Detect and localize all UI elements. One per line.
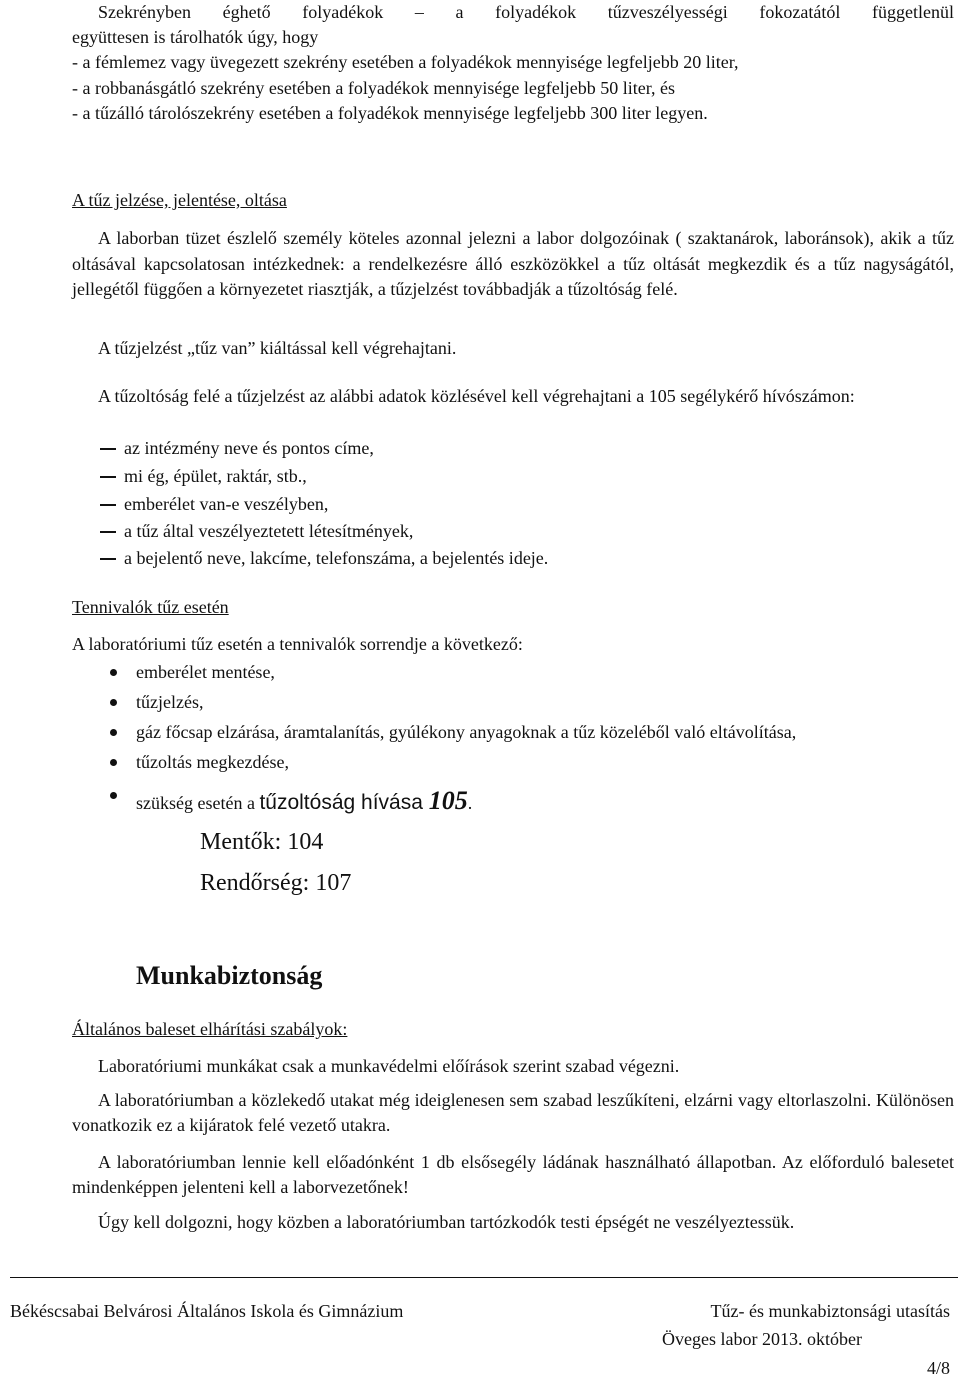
safety-title: Munkabiztonság: [136, 961, 323, 990]
todo-item: emberélet mentése,: [136, 660, 275, 685]
fire-data-item: az intézmény neve és pontos címe,: [124, 436, 374, 461]
footer-divider: [10, 1277, 958, 1278]
fire-data-item: emberélet van-e veszélyben,: [124, 492, 328, 517]
todo-heading: Tennivalók tűz esetén: [72, 597, 229, 617]
storage-paragraph: [72, 0, 954, 126]
call-text-d: .: [467, 793, 473, 813]
footer-document-title: Tűz- és munkabiztonsági utasítás: [710, 1301, 950, 1321]
footer-school: Békéscsabai Belvárosi Általános Iskola és Gimnázium: [10, 1301, 404, 1321]
fire-data-item: mi ég, épület, raktár, stb.,: [124, 464, 307, 489]
call-text-b: tűzoltóság hívása: [259, 791, 429, 814]
storage-line-3: - a fémlemez vagy üvegezett szekrény esetében a folyadékok mennyisége legfeljebb 20 liter,: [72, 52, 739, 73]
todo-item: tűzoltás megkezdése,: [136, 750, 289, 775]
call-text-a: szükség esetén a: [136, 793, 260, 813]
fire-paragraph-1: A laborban tüzet észlelő személy köteles azonnal jelezni a labor dolgozóinak ( szaktanárok, laboránsok), akik a tűz oltásával kapcsolatosan intézkednek: a rendelkezésre álló eszközökkel a tűz oltását megkezdik és a tűz nagyságától, jellegétől függően a környezetet riasztják, a tűzjelzést továbbadják a tűzoltóság felé.: [72, 228, 954, 299]
safety-paragraph-4: Úgy kell dolgozni, hogy közben a laboratóriumban tartózkodók testi épségét ne veszélyeztessük.: [98, 1212, 795, 1232]
safety-subheading: Általános baleset elhárítási szabályok:: [72, 1019, 348, 1039]
storage-line-2: együttesen is tárolhatók úgy, hogy: [72, 27, 319, 48]
fire-paragraph-3: A tűzoltóság felé a tűzjelzést az alábbi adatok közlésével kell végrehajtani a 105 segélykérő hívószámon:: [98, 386, 855, 406]
ambulance-number: Mentők: 104: [200, 829, 324, 855]
safety-paragraph-1: Laboratóriumi munkákat csak a munkavédelmi előírások szerint szabad végezni.: [98, 1056, 680, 1076]
fire-heading: A tűz jelzése, jelentése, oltása: [72, 190, 287, 210]
police-number: Rendőrség: 107: [200, 870, 352, 896]
todo-intro: A laboratóriumi tűz esetén a tennivalók sorrendje a következő:: [72, 634, 523, 654]
fire-data-item: a bejelentő neve, lakcíme, telefonszáma, a bejelentés ideje.: [124, 546, 548, 571]
todo-item: tűzjelzés,: [136, 690, 203, 715]
safety-paragraph-2: A laboratóriumban a közlekedő utakat még ideiglenesen sem szabad leszűkíteni, elzárni vagy eltorlaszolni. Különösen vonatkozik ez a kijáratok felé vezető utakra.: [72, 1090, 954, 1135]
footer-date: Öveges labor 2013. október: [662, 1329, 862, 1349]
todo-item: gáz főcsap elzárása, áramtalanítás, gyúlékony anyagoknak a tűz közeléből való eltávolítása,: [136, 720, 796, 745]
footer-page-number: 4/8: [926, 1358, 950, 1378]
storage-line-5: - a tűzálló tárolószekrény esetében a folyadékok mennyisége legfeljebb 300 liter legyen.: [72, 102, 708, 123]
fire-paragraph-2: A tűzjelzést „tűz van” kiáltással kell végrehajtani.: [98, 338, 457, 358]
storage-line-1: Szekrényben éghető folyadékok – a folyadékok tűzveszélyességi fokozatától függetlenül: [98, 2, 954, 22]
fire-data-item: a tűz által veszélyeztetett létesítmények,: [124, 519, 413, 544]
fire-number: 105: [428, 786, 468, 815]
todo-item-call: [136, 783, 472, 819]
storage-line-4: - a robbanásgátló szekrény esetében a folyadékok mennyisége legfeljebb 50 liter, és: [72, 77, 676, 98]
safety-paragraph-3: A laboratóriumban lennie kell előadónként 1 db elsősegély ládának használható állapotban. Az előforduló balesetet mindenképpen jelenteni kell a laborvezetőnek!: [72, 1152, 954, 1197]
